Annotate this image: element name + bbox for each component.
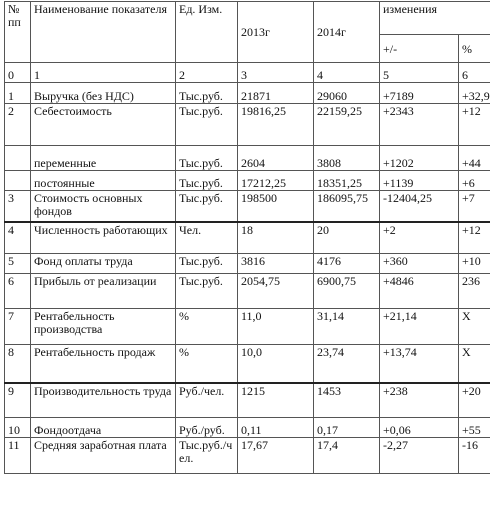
- row-name: Прибыль от реализации: [31, 274, 176, 309]
- row-name: Рентабельность производства: [31, 309, 176, 345]
- header-abs: +/-: [380, 35, 459, 63]
- row-2013: 11,0: [238, 309, 314, 345]
- row-num: [5, 171, 31, 191]
- row-unit: Руб./чел.: [176, 383, 238, 418]
- header-num: № пп: [5, 2, 31, 63]
- row-pct: +6: [459, 171, 490, 191]
- index-cell: 0: [5, 63, 31, 83]
- row-2014: 18351,25: [314, 171, 380, 191]
- table-row: [5, 191, 490, 222]
- table-row: [5, 254, 490, 274]
- index-row: [5, 63, 490, 83]
- row-2014: 22159,25: [314, 104, 380, 146]
- row-name: Рентабельность продаж: [31, 345, 176, 383]
- header-changes: изменения: [380, 2, 490, 35]
- row-2013: 10,0: [238, 345, 314, 383]
- row-name: Численность работающих: [31, 222, 176, 254]
- row-num: 10: [5, 418, 31, 438]
- row-unit: Тыс.руб.: [176, 191, 238, 222]
- row-2014: 3808: [314, 146, 380, 171]
- row-num: 9: [5, 383, 31, 418]
- table-row: [5, 345, 490, 383]
- row-abs: -2,27: [380, 438, 459, 474]
- row-abs: +1139: [380, 171, 459, 191]
- row-2014: 1453: [314, 383, 380, 418]
- row-pct: Х: [459, 345, 490, 383]
- table-row: [5, 383, 490, 418]
- header-pct: %: [459, 35, 490, 63]
- table-row: [5, 104, 490, 146]
- row-unit: Чел.: [176, 222, 238, 254]
- index-cell: 2: [176, 63, 238, 83]
- row-2013: 21871: [238, 83, 314, 104]
- row-unit: Руб./руб.: [176, 418, 238, 438]
- row-2014: 31,14: [314, 309, 380, 345]
- row-abs: +360: [380, 254, 459, 274]
- row-2013: 17212,25: [238, 171, 314, 191]
- row-name: Себестоимость: [31, 104, 176, 146]
- header-2014: 2014г: [314, 2, 380, 63]
- row-pct: +20: [459, 383, 490, 418]
- table-row: [5, 83, 490, 104]
- row-name: Производительность труда: [31, 383, 176, 418]
- row-num: 2: [5, 104, 31, 146]
- row-unit: %: [176, 345, 238, 383]
- row-abs: +238: [380, 383, 459, 418]
- row-pct: +32,9: [459, 83, 490, 104]
- table-row: [5, 146, 490, 171]
- table-row: [5, 309, 490, 345]
- row-name: постоянные: [31, 171, 176, 191]
- row-2013: 3816: [238, 254, 314, 274]
- index-cell: 5: [380, 63, 459, 83]
- row-num: [5, 146, 31, 171]
- row-unit: Тыс.руб.: [176, 171, 238, 191]
- row-2013: 2054,75: [238, 274, 314, 309]
- row-num: 4: [5, 222, 31, 254]
- table-row: [5, 418, 490, 438]
- header-unit: Ед. Изм.: [176, 2, 238, 63]
- row-unit: %: [176, 309, 238, 345]
- row-num: 3: [5, 191, 31, 222]
- row-2013: 0,11: [238, 418, 314, 438]
- row-unit: Тыс.руб.: [176, 274, 238, 309]
- table-row: [5, 274, 490, 309]
- row-unit: Тыс.руб./ч ел.: [176, 438, 238, 474]
- row-num: 5: [5, 254, 31, 274]
- row-unit: Тыс.руб.: [176, 254, 238, 274]
- row-num: 6: [5, 274, 31, 309]
- row-pct: 236: [459, 274, 490, 309]
- row-unit: Тыс.руб.: [176, 146, 238, 171]
- row-pct: +55: [459, 418, 490, 438]
- row-abs: -12404,25: [380, 191, 459, 222]
- header-indicator: Наименование показателя: [31, 2, 176, 63]
- header-row: [5, 2, 490, 35]
- row-2013: 18: [238, 222, 314, 254]
- row-abs: +21,14: [380, 309, 459, 345]
- header-2013: 2013г: [238, 2, 314, 63]
- row-2014: 4176: [314, 254, 380, 274]
- row-abs: +1202: [380, 146, 459, 171]
- row-name: Средняя заработная плата: [31, 438, 176, 474]
- indicators-table: [4, 1, 490, 474]
- row-2013: 19816,25: [238, 104, 314, 146]
- row-pct: Х: [459, 309, 490, 345]
- row-name: переменные: [31, 146, 176, 171]
- row-pct: +10: [459, 254, 490, 274]
- row-2014: 6900,75: [314, 274, 380, 309]
- row-abs: +7189: [380, 83, 459, 104]
- row-pct: +7: [459, 191, 490, 222]
- row-2013: 2604: [238, 146, 314, 171]
- index-cell: 3: [238, 63, 314, 83]
- row-unit: Тыс.руб.: [176, 83, 238, 104]
- row-name: Фондоотдача: [31, 418, 176, 438]
- row-name: Стоимость основных фондов: [31, 191, 176, 222]
- row-abs: +0,06: [380, 418, 459, 438]
- index-cell: 4: [314, 63, 380, 83]
- row-2014: 23,74: [314, 345, 380, 383]
- row-2013: 1215: [238, 383, 314, 418]
- row-pct: +12: [459, 222, 490, 254]
- row-num: 8: [5, 345, 31, 383]
- row-pct: -16: [459, 438, 490, 474]
- row-abs: +4846: [380, 274, 459, 309]
- row-2014: 0,17: [314, 418, 380, 438]
- row-pct: +12: [459, 104, 490, 146]
- row-num: 7: [5, 309, 31, 345]
- row-abs: +13,74: [380, 345, 459, 383]
- table-row: [5, 438, 490, 474]
- row-2014: 29060: [314, 83, 380, 104]
- row-name: Выручка (без НДС): [31, 83, 176, 104]
- row-2013: 17,67: [238, 438, 314, 474]
- row-name: Фонд оплаты труда: [31, 254, 176, 274]
- index-cell: 6: [459, 63, 490, 83]
- row-num: 11: [5, 438, 31, 474]
- row-abs: +2: [380, 222, 459, 254]
- row-unit: Тыс.руб.: [176, 104, 238, 146]
- index-cell: 1: [31, 63, 176, 83]
- row-2013: 198500: [238, 191, 314, 222]
- row-2014: 20: [314, 222, 380, 254]
- row-abs: +2343: [380, 104, 459, 146]
- table-row: [5, 222, 490, 254]
- row-2014: 186095,75: [314, 191, 380, 222]
- table-row: [5, 171, 490, 191]
- row-pct: +44: [459, 146, 490, 171]
- row-num: 1: [5, 83, 31, 104]
- row-2014: 17,4: [314, 438, 380, 474]
